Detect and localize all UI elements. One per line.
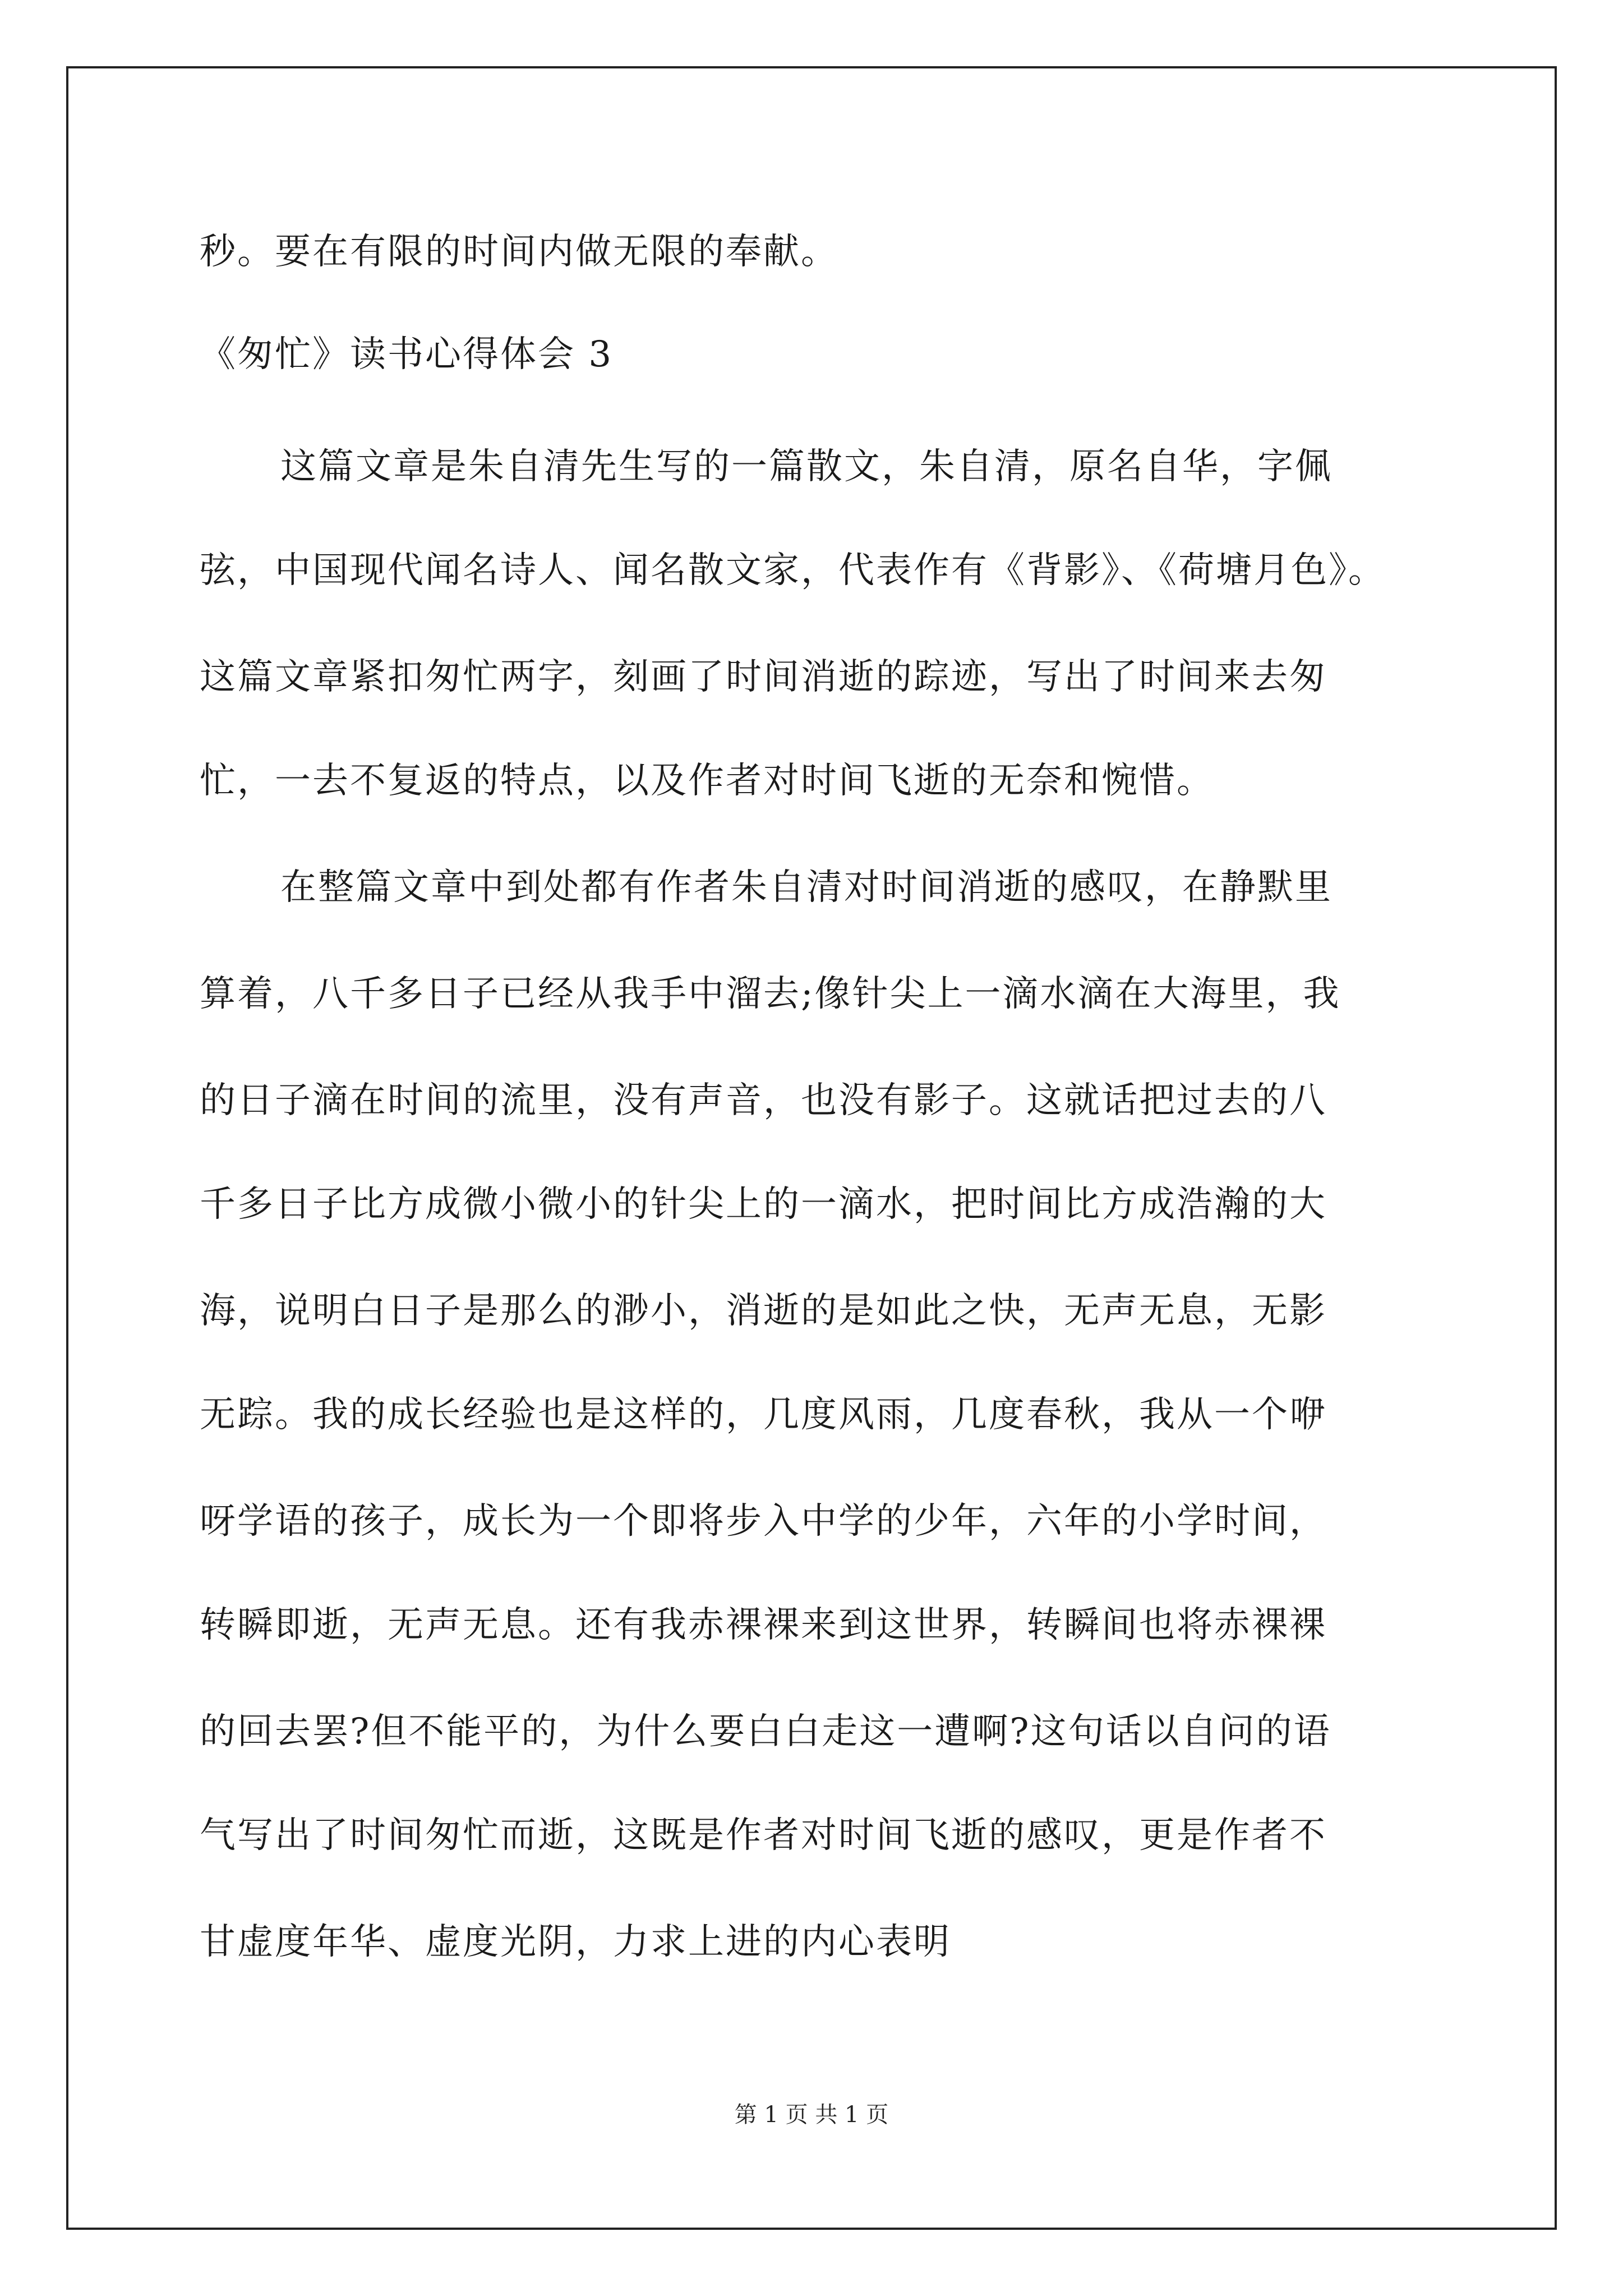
page-footer: 第 1 页 共 1 页 <box>734 2102 889 2128</box>
text-line-17: 甘虚度年华、虚度光阴，力求上进的内心表明 <box>200 1921 951 1963</box>
text-line-12: 无踪。我的成长经验也是这样的，几度风雨，几度春秋，我从一个咿 <box>200 1394 1327 1435</box>
text-line-14: 转瞬即逝，无声无息。还有我赤裸裸来到这世界，转瞬间也将赤裸裸 <box>200 1604 1327 1646</box>
text-line-4: 弦，中国现代闻名诗人、闻名散文家，代表作有《背影》、《荷塘月色》。 <box>200 550 1386 591</box>
page-border <box>66 66 1557 2230</box>
text-line-13: 呀学语的孩子，成长为一个即将步入中学的少年，六年的小学时间， <box>200 1501 1327 1542</box>
text-line-6: 忙，一去不复返的特点，以及作者对时间飞逝的无奈和惋惜。 <box>200 760 1214 802</box>
text-line-9: 的日子滴在时间的流里，没有声音，也没有影子。这就话把过去的八 <box>200 1080 1327 1121</box>
text-line-5: 这篇文章紧扣匆忙两字，刻画了时间消逝的踪迹，写出了时间来去匆 <box>200 656 1327 698</box>
text-line-15: 的回去罢?但不能平的，为什么要白白走这一遭啊?这句话以自问的语 <box>200 1711 1331 1752</box>
text-line-1: 秒。要在有限的时间内做无限的奉献。 <box>200 231 838 273</box>
text-line-8: 算着，八千多日子已经从我手中溜去;像针尖上一滴水滴在大海里，我 <box>200 973 1341 1015</box>
text-line-7: 在整篇文章中到处都有作者朱自清对时间消逝的感叹，在静默里 <box>280 867 1332 908</box>
text-line-10: 千多日子比方成微小微小的针尖上的一滴水，把时间比方成浩瀚的大 <box>200 1184 1327 1225</box>
text-line-16: 气写出了时间匆忙而逝，这既是作者对时间飞逝的感叹，更是作者不 <box>200 1815 1327 1856</box>
text-line-11: 海，说明白日子是那么的渺小，消逝的是如此之快，无声无息，无影 <box>200 1290 1327 1332</box>
section-heading: 《匆忙》读书心得体会 3 <box>200 334 614 375</box>
text-line-3: 这篇文章是朱自清先生写的一篇散文，朱自清，原名自华，字佩 <box>280 446 1332 487</box>
